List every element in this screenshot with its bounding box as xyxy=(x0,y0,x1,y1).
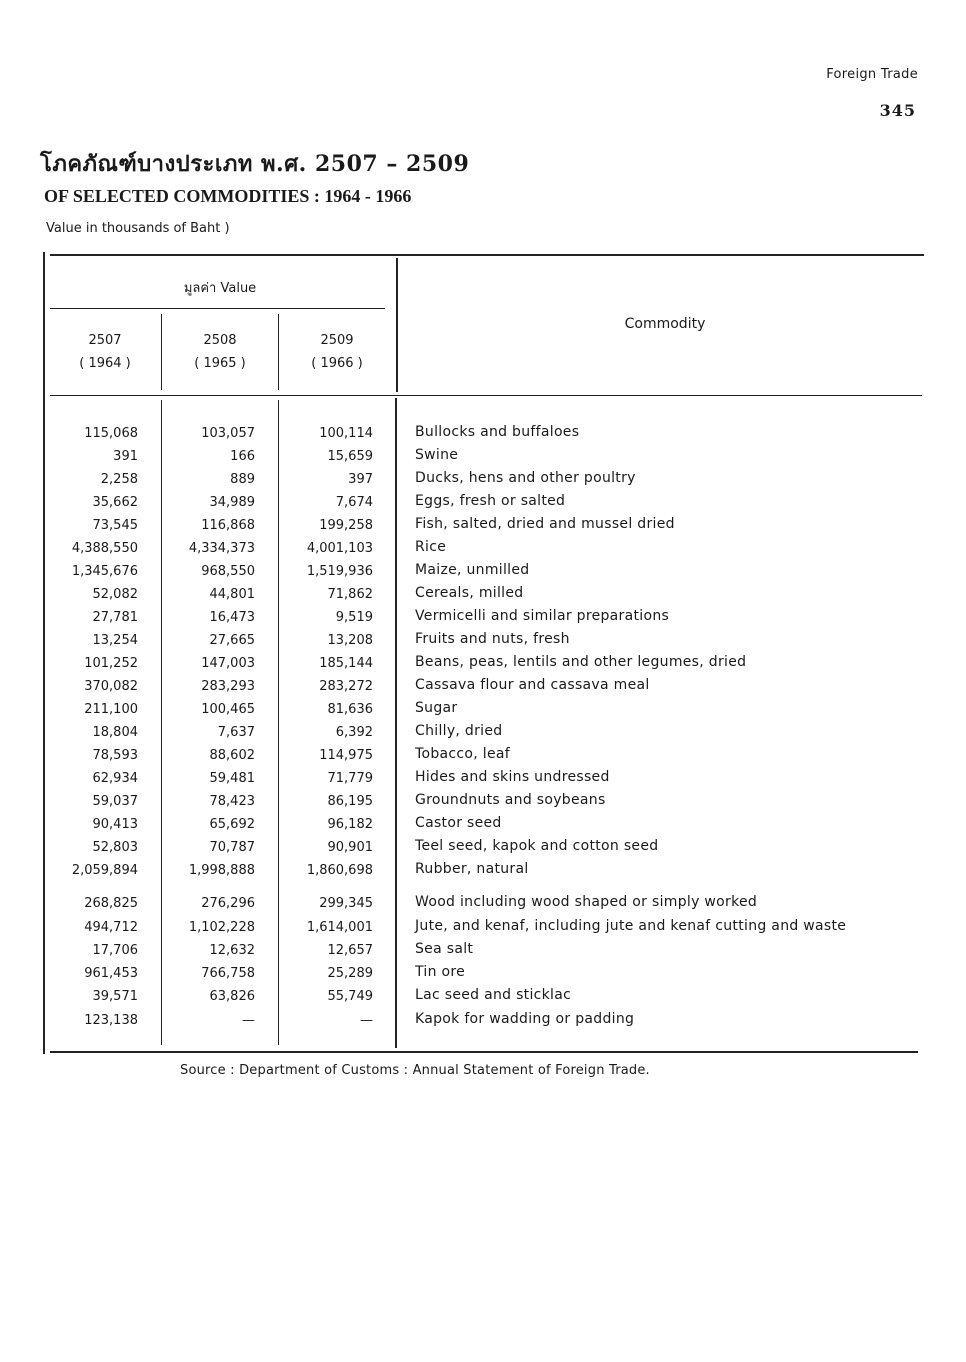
value-1965: 27,665 xyxy=(209,633,255,648)
header-year-be: 2507 xyxy=(88,333,122,348)
value-1964: 370,082 xyxy=(84,679,138,694)
value-1964: 17,706 xyxy=(92,943,138,958)
value-1964: 39,571 xyxy=(92,989,138,1004)
value-1964: 101,252 xyxy=(84,656,138,671)
commodity-name: Chilly, dried xyxy=(415,723,503,739)
table-row xyxy=(0,840,966,863)
value-1964: 78,593 xyxy=(92,748,138,763)
value-1966: 283,272 xyxy=(319,679,373,694)
value-1966: 299,345 xyxy=(319,896,373,911)
value-1966: 1,860,698 xyxy=(306,863,373,878)
value-1966: 96,182 xyxy=(327,817,373,832)
value-1964: 494,712 xyxy=(84,920,138,935)
value-1965: 147,003 xyxy=(201,656,255,671)
header-commodity: Commodity xyxy=(624,316,706,332)
commodity-name: Wood including wood shaped or simply worked xyxy=(415,894,758,910)
header-year-ce: ( 1965 ) xyxy=(194,356,246,371)
commodity-name: Fish, salted, dried and mussel dried xyxy=(415,516,675,532)
commodity-name: Lac seed and sticklac xyxy=(415,987,572,1003)
header-year-be: 2508 xyxy=(203,333,237,348)
col-divider-2 xyxy=(278,314,279,390)
table-row xyxy=(0,943,966,966)
value-1965: 4,334,373 xyxy=(188,541,255,556)
table-row xyxy=(0,771,966,794)
value-1964: 961,453 xyxy=(84,966,138,981)
header-bottom-rule xyxy=(50,395,922,396)
table-row xyxy=(0,989,966,1012)
commodity-name: Rice xyxy=(415,539,447,555)
value-1965: 16,473 xyxy=(209,610,255,625)
value-1966: 90,901 xyxy=(327,840,373,855)
commodity-name: Sea salt xyxy=(415,941,474,957)
value-1966: 81,636 xyxy=(327,702,373,717)
table-bottom-rule xyxy=(50,1051,918,1053)
value-1966: 1,614,001 xyxy=(306,920,373,935)
value-1966: 12,657 xyxy=(327,943,373,958)
value-1966: 4,001,103 xyxy=(306,541,373,556)
value-1965: 968,550 xyxy=(201,564,255,579)
table-row xyxy=(0,920,966,943)
value-1964: 2,059,894 xyxy=(71,863,138,878)
value-1966: — xyxy=(360,1013,373,1028)
value-1965: 100,465 xyxy=(201,702,255,717)
header-year-be: 2509 xyxy=(320,333,354,348)
title-thai: โภคภัณฑ์บางประเภท พ.ศ. 2507 – 2509 xyxy=(40,151,470,177)
table-row xyxy=(0,564,966,587)
value-1965: 276,296 xyxy=(201,896,255,911)
value-1964: 391 xyxy=(113,449,138,464)
value-1964: 62,934 xyxy=(92,771,138,786)
commodity-name: Eggs, fresh or salted xyxy=(415,493,566,509)
value-1966: 15,659 xyxy=(327,449,373,464)
running-head: Foreign Trade xyxy=(826,67,918,82)
value-1965: — xyxy=(242,1013,255,1028)
commodity-name: Groundnuts and soybeans xyxy=(415,792,606,808)
value-1964: 18,804 xyxy=(92,725,138,740)
value-1965: 1,998,888 xyxy=(188,863,255,878)
table-row xyxy=(0,472,966,495)
table-row xyxy=(0,633,966,656)
commodity-name: Castor seed xyxy=(415,815,502,831)
value-1965: 889 xyxy=(230,472,255,487)
value-1966: 9,519 xyxy=(335,610,373,625)
table-row xyxy=(0,449,966,472)
commodity-name: Ducks, hens and other poultry xyxy=(415,470,636,486)
commodity-name: Jute, and kenaf, including jute and kenaf cutting and waste xyxy=(415,918,847,934)
value-1966: 55,749 xyxy=(327,989,373,1004)
value-1965: 34,989 xyxy=(209,495,255,510)
commodity-name: Rubber, natural xyxy=(415,861,529,877)
value-group-label: มูลค่า Value xyxy=(183,281,257,296)
value-1964: 115,068 xyxy=(84,426,138,441)
value-1965: 59,481 xyxy=(209,771,255,786)
table-row xyxy=(0,863,966,886)
commodity-name: Hides and skins undressed xyxy=(415,769,610,785)
commodity-name: Maize, unmilled xyxy=(415,562,530,578)
value-1964: 27,781 xyxy=(92,610,138,625)
table-row xyxy=(0,817,966,840)
unit-note: Value in thousands of Baht ) xyxy=(46,221,230,236)
value-1965: 63,826 xyxy=(209,989,255,1004)
value-1965: 283,293 xyxy=(201,679,255,694)
value-1965: 7,637 xyxy=(217,725,255,740)
table-row xyxy=(0,679,966,702)
value-1965: 12,632 xyxy=(209,943,255,958)
value-1966: 71,779 xyxy=(327,771,373,786)
table-row xyxy=(0,702,966,725)
value-1966: 397 xyxy=(348,472,373,487)
table-row xyxy=(0,541,966,564)
table-row xyxy=(0,656,966,679)
commodity-name: Sugar xyxy=(415,700,458,716)
value-1965: 103,057 xyxy=(201,426,255,441)
header-year-ce: ( 1966 ) xyxy=(311,356,363,371)
value-1964: 90,413 xyxy=(92,817,138,832)
value-1964: 211,100 xyxy=(84,702,138,717)
header-year-ce: ( 1964 ) xyxy=(79,356,131,371)
value-1965: 65,692 xyxy=(209,817,255,832)
table-row xyxy=(0,495,966,518)
value-1964: 13,254 xyxy=(92,633,138,648)
commodity-divider xyxy=(396,258,398,392)
value-1966: 1,519,936 xyxy=(306,564,373,579)
value-1966: 114,975 xyxy=(319,748,373,763)
page-number: 345 xyxy=(879,101,916,120)
commodity-name: Vermicelli and similar preparations xyxy=(415,608,670,624)
value-1965: 88,602 xyxy=(209,748,255,763)
value-1966: 13,208 xyxy=(327,633,373,648)
value-1966: 71,862 xyxy=(327,587,373,602)
value-1964: 52,082 xyxy=(92,587,138,602)
table-row xyxy=(0,966,966,989)
commodity-name: Beans, peas, lentils and other legumes, dried xyxy=(415,654,747,670)
commodity-name: Tin ore xyxy=(415,964,466,980)
table-top-rule xyxy=(50,254,924,256)
value-1964: 35,662 xyxy=(92,495,138,510)
table-row xyxy=(0,518,966,541)
value-1966: 100,114 xyxy=(319,426,373,441)
commodity-name: Fruits and nuts, fresh xyxy=(415,631,570,647)
commodity-name: Swine xyxy=(415,447,459,463)
value-1965: 116,868 xyxy=(201,518,255,533)
value-1964: 123,138 xyxy=(84,1013,138,1028)
value-1966: 6,392 xyxy=(335,725,373,740)
value-1964: 52,803 xyxy=(92,840,138,855)
value-1964: 59,037 xyxy=(92,794,138,809)
value-1966: 7,674 xyxy=(335,495,373,510)
table-row xyxy=(0,896,966,919)
table-row xyxy=(0,794,966,817)
title-english: OF SELECTED COMMODITIES : 1964 - 1966 xyxy=(44,186,412,206)
commodity-name: Bullocks and buffaloes xyxy=(415,424,580,440)
value-1965: 1,102,228 xyxy=(188,920,255,935)
value-1966: 86,195 xyxy=(327,794,373,809)
value-1965: 766,758 xyxy=(201,966,255,981)
table-row xyxy=(0,1013,966,1036)
value-1965: 166 xyxy=(230,449,255,464)
commodity-name: Teel seed, kapok and cotton seed xyxy=(415,838,659,854)
table-row xyxy=(0,725,966,748)
commodity-name: Cereals, milled xyxy=(415,585,524,601)
commodity-name: Cassava flour and cassava meal xyxy=(415,677,650,693)
value-1964: 2,258 xyxy=(100,472,138,487)
commodity-name: Tobacco, leaf xyxy=(415,746,510,762)
value-1966: 25,289 xyxy=(327,966,373,981)
table-row xyxy=(0,748,966,771)
value-1965: 44,801 xyxy=(209,587,255,602)
value-1964: 4,388,550 xyxy=(71,541,138,556)
value-group-rule xyxy=(50,308,385,309)
value-1965: 78,423 xyxy=(209,794,255,809)
source-note: Source : Department of Customs : Annual Statement of Foreign Trade. xyxy=(180,1063,650,1078)
col-divider-1 xyxy=(161,314,162,390)
value-1966: 199,258 xyxy=(319,518,373,533)
value-1964: 73,545 xyxy=(92,518,138,533)
value-1966: 185,144 xyxy=(319,656,373,671)
commodity-name: Kapok for wadding or padding xyxy=(415,1011,635,1027)
table-row xyxy=(0,610,966,633)
table-row xyxy=(0,426,966,449)
value-1964: 268,825 xyxy=(84,896,138,911)
value-1964: 1,345,676 xyxy=(71,564,138,579)
value-1965: 70,787 xyxy=(209,840,255,855)
table-row xyxy=(0,587,966,610)
